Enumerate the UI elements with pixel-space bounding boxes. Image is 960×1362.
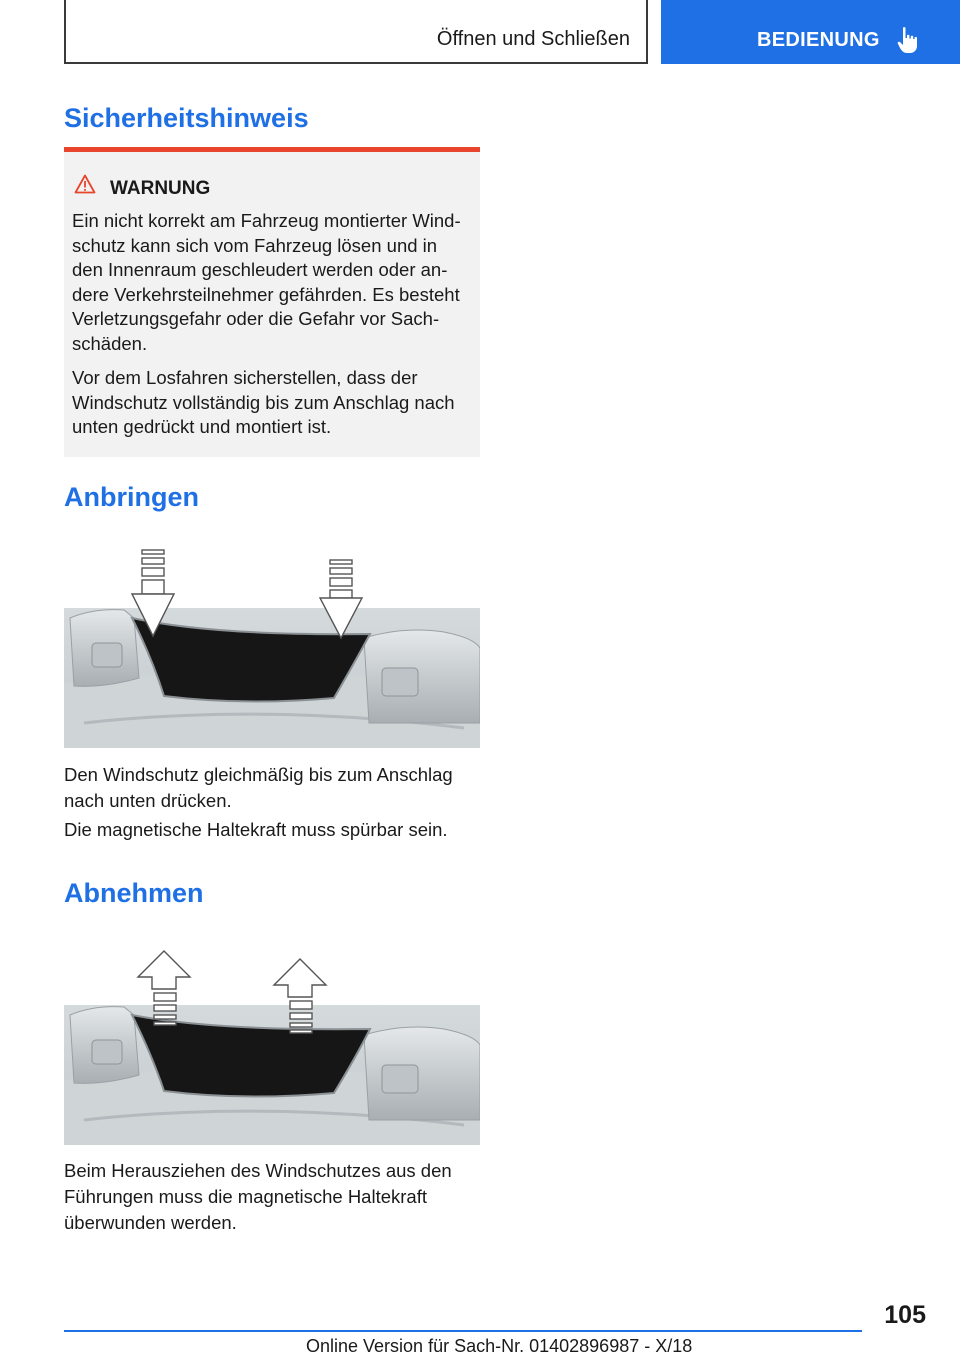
heading-remove: Abnehmen: [64, 878, 204, 908]
page-number: 105: [884, 1301, 926, 1329]
header-section-box: [64, 0, 648, 64]
heading-attach: Anbringen: [64, 482, 199, 512]
header-chapter-tab[interactable]: [661, 0, 960, 64]
header-chapter-label: BEDIENUNG: [757, 29, 880, 51]
attach-paragraph-1: Den Windschutz gleichmäßig bis zum Anschlag nach unten drücken.: [64, 764, 453, 811]
warning-box: [64, 147, 480, 457]
figure-remove-windshield: [64, 945, 480, 1145]
footer-divider: [64, 1330, 862, 1332]
warning-triangle-icon: [74, 174, 96, 194]
pointing-hand-icon: [897, 26, 919, 54]
figure-attach-windshield: [64, 548, 480, 748]
warning-paragraph-1: Ein nicht korrekt am Fahrzeug montierter Wind- schutz kann sich vom Fahrzeug lösen und in den Innenraum geschleudert werden oder an- dere Verkehrsteilnehmer gefährden. Es besteht Verletzungsgefahr oder die Gefahr vor Sach- schäden.: [72, 210, 461, 354]
footer-online-version: Online Version für Sach-Nr. 01402896987 - X/18: [306, 1336, 693, 1356]
warning-paragraph-2: Vor dem Losfahren sicherstellen, dass der Windschutz vollständig bis zum Anschlag nach unten gedrückt und montiert ist.: [72, 367, 455, 438]
warning-label: WARNUNG: [110, 178, 211, 199]
heading-safety: Sicherheitshinweis: [64, 103, 309, 133]
header-section-title: Öffnen und Schließen: [436, 28, 630, 50]
attach-paragraph-2: Die magnetische Haltekraft muss spürbar sein.: [64, 819, 448, 840]
remove-paragraph-1: Beim Herausziehen des Windschutzes aus den Führungen muss die magnetische Haltekraft überwunden werden.: [64, 1160, 452, 1233]
